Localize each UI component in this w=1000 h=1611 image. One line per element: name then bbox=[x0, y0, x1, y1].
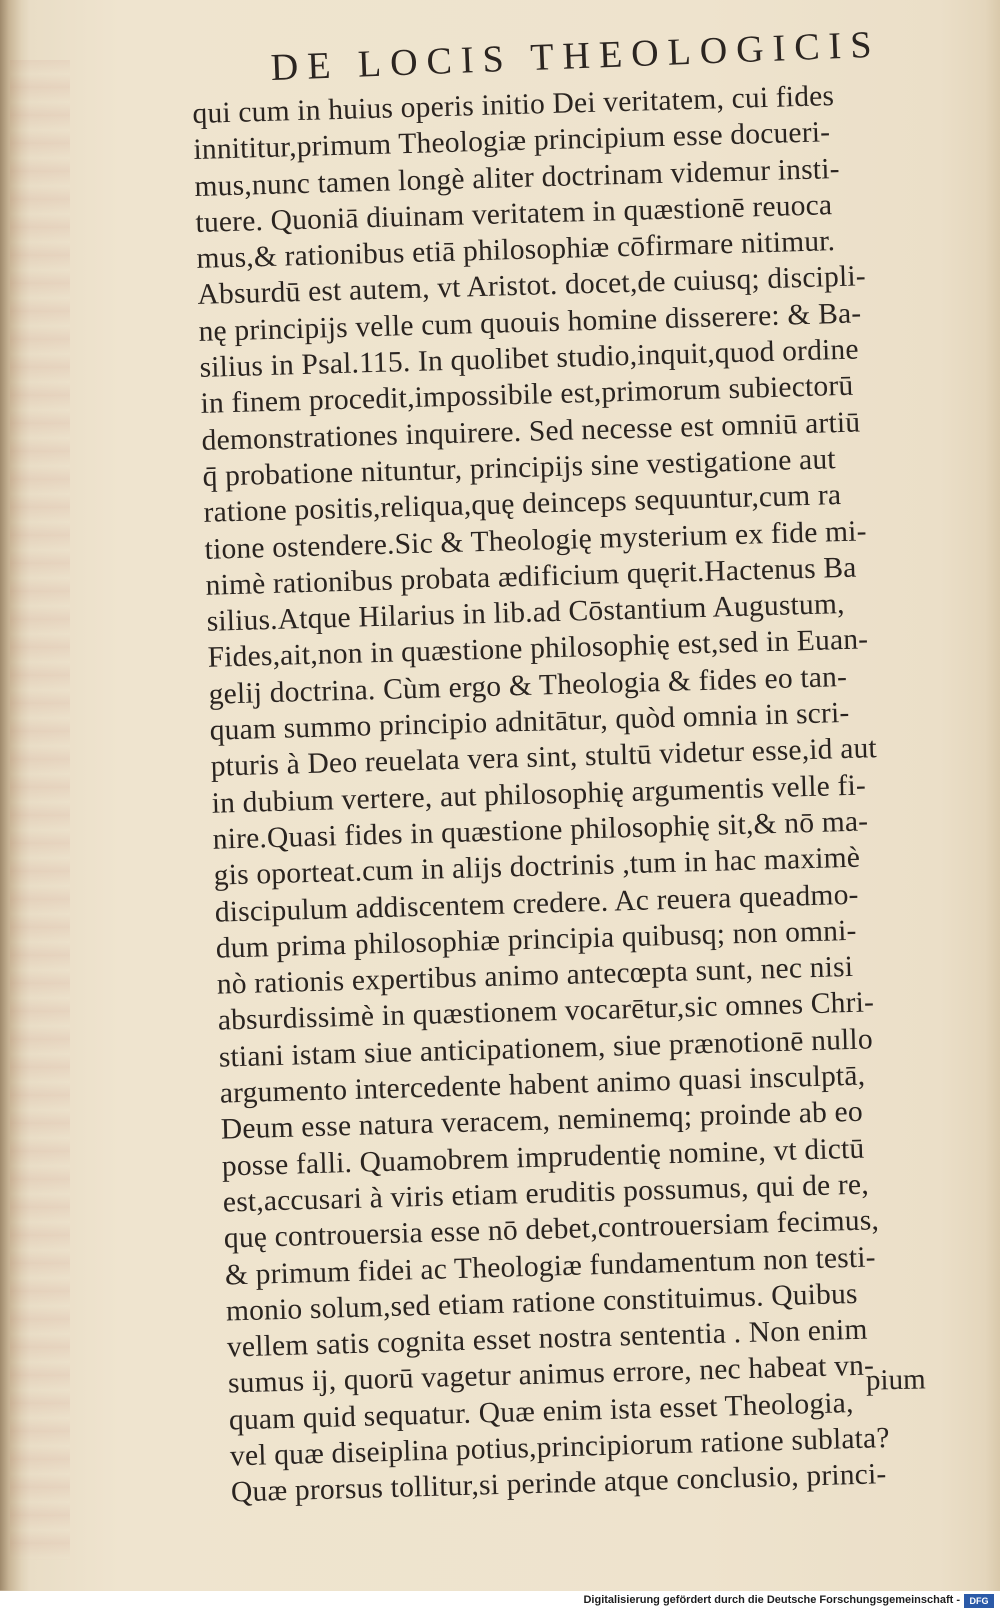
text-line: q̄ probatione nituntur, principijs sine vestigatione aut bbox=[202, 443, 837, 493]
text-line: quam quid sequatur. Quæ enim ista esset Theologia, bbox=[228, 1386, 854, 1437]
text-line: stiani istam siue anticipationem, siue prænotionē nullo bbox=[218, 1023, 874, 1074]
footer-credit: Digitalisierung gefördert durch die Deutsche Forschungsgemeinschaft - bbox=[583, 1594, 960, 1606]
body-text bbox=[192, 74, 1000, 1511]
dfg-logo: DFG bbox=[964, 1594, 994, 1608]
running-head: DE LOCIS THEOLOGICIS bbox=[270, 23, 882, 89]
text-line: in finem procedit,impossibile est,primorum subiectorū bbox=[200, 370, 854, 421]
text-line: demonstrationes inquirere. Sed necesse est omniū artiū bbox=[201, 406, 861, 457]
text-line: nimè rationibus probata ædificium quęrit.Hactenus Ba bbox=[205, 551, 857, 602]
text-line: vel quæ diseiplina potius,principiorum ratione sublata? bbox=[229, 1422, 891, 1473]
text-line: silius in Psal.115. In quolibet studio,inquit,quod ordine bbox=[199, 333, 860, 384]
text-line: discipulum addiscentem credere. Ac reuera queadmo- bbox=[214, 878, 859, 929]
paper-stain bbox=[10, 60, 70, 1560]
text-line: tione ostendere.Sic & Theologię mysterium ex fide mi- bbox=[204, 514, 868, 566]
text-line: Fides,ait,non in quæstione philosophię est,sed in Euan- bbox=[207, 623, 869, 675]
text-line: ratione positis,reliqua,quę deinceps sequuntur,cum ra bbox=[203, 479, 842, 530]
text-line: mus,& rationibus etiā philosophiæ cōfirmare nitimur. bbox=[196, 225, 836, 276]
text-line: qui cum in huius operis initio Dei veritatem, cui fides bbox=[192, 80, 835, 130]
text-line: vellem satis cognita esset nostra sententia . Non enim bbox=[226, 1313, 868, 1364]
text-line: posse falli. Quamobrem imprudentię nomine, vt dictū bbox=[221, 1132, 865, 1183]
text-line: nire.Quasi fides in quæstione philosophię sit,& nō ma- bbox=[212, 805, 869, 856]
text-line: tuere. Quoniā diuinam veritatem in quæstionē reuoca bbox=[195, 189, 833, 239]
text-line: silius.Atque Hilarius in lib.ad Cōstantium Augustum, bbox=[206, 588, 845, 638]
text-line: quę controuersia esse nō debet,controuersiam fecimus, bbox=[223, 1204, 880, 1255]
text-line: absurdissimè in quæstionem vocarētur,sic omnes Chri- bbox=[217, 986, 875, 1038]
text-line: gis oporteat.cum in alijs doctrinis ,tum in hac maximè bbox=[213, 841, 861, 892]
text-line: sumus ij, quorū vagetur animus errore, nec habeat vn- bbox=[227, 1349, 875, 1400]
text-line: nę principijs velle cum quouis homine disserere: & Ba- bbox=[198, 297, 862, 348]
text-line: Deum esse natura veracem, neminemq; proinde ab eo bbox=[220, 1095, 864, 1146]
text-line: argumento intercedente habent animo quasi insculptā, bbox=[219, 1059, 866, 1110]
text-line: pturis à Deo reuelata vera sint, stultū videtur esse,id aut bbox=[210, 732, 878, 784]
catchword: pium bbox=[865, 1363, 926, 1397]
text-line: mus,nunc tamen longè aliter doctrinam videmur insti- bbox=[194, 152, 841, 203]
text-line: dum prima philosophiæ principia quibusq; non omni- bbox=[215, 914, 857, 965]
text-line: in dubium vertere, aut philosophię argumentis velle fi- bbox=[211, 769, 867, 820]
text-line: innititur,primum Theologiæ principium esse docueri- bbox=[193, 116, 831, 167]
text-line: monio solum,sed etiam ratione constituimus. Quibus bbox=[225, 1277, 859, 1328]
text-line: Quæ prorsus tollitur,si perinde atque conclusio, princi- bbox=[230, 1458, 887, 1509]
text-line: quam summo principio adnitātur, quòd omnia in scri- bbox=[209, 696, 850, 747]
text-line: gelij doctrina. Cùm ergo & Theologia & fides eo tan- bbox=[208, 660, 848, 711]
text-line: nò rationis expertibus animo antecœpta sunt, nec nisi bbox=[216, 951, 854, 1001]
text-line: Absurdū est autem, vt Aristot. docet,de cuiusq; discipli- bbox=[197, 260, 867, 312]
text-line: est,accusari à viris etiam eruditis possumus, qui de re, bbox=[222, 1168, 870, 1219]
text-line: & primum fidei ac Theologiæ fundamentum non testi- bbox=[224, 1240, 877, 1292]
